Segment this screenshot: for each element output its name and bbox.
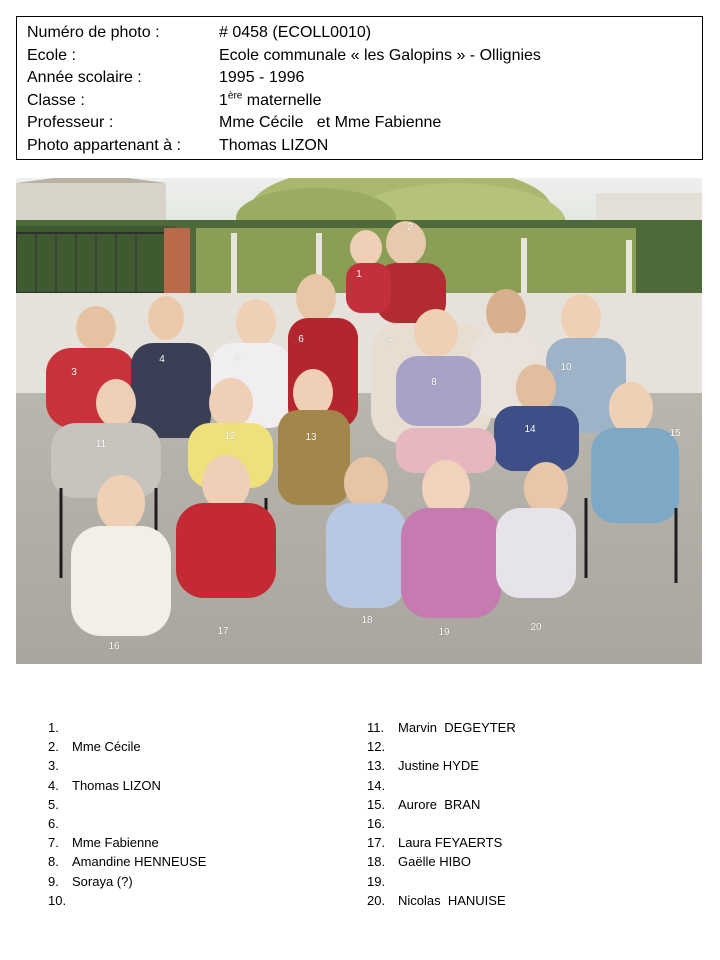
photo-marker-20: 20 — [530, 622, 542, 633]
list-item — [367, 872, 516, 891]
info-row-class — [27, 90, 702, 113]
photo-marker-16: 16 — [108, 641, 120, 652]
photo-marker-8: 8 — [431, 377, 437, 388]
list-item — [48, 814, 206, 833]
list-number: 1. — [48, 720, 59, 735]
info-label: Année scolaire : — [27, 69, 142, 87]
list-item — [48, 795, 206, 814]
list-number: 11. — [367, 720, 385, 735]
list-number: 5. — [48, 796, 59, 812]
list-name: Thomas LIZON — [72, 777, 161, 793]
list-name: Mme Cécile — [72, 739, 141, 755]
list-name: Aurore BRAN — [398, 796, 481, 812]
photo-marker-11: 11 — [95, 439, 107, 450]
list-item — [48, 872, 206, 891]
info-value: Mme Cécile et Mme Fabienne — [219, 114, 442, 132]
list-number: 18. — [367, 854, 386, 870]
info-value: 1995 - 1996 — [219, 69, 305, 87]
list-number: 2. — [48, 739, 59, 755]
info-row-teacher — [27, 112, 702, 135]
photo-marker-7: 7 — [387, 338, 393, 349]
photo-marker-10: 10 — [560, 362, 572, 373]
list-item — [48, 833, 206, 852]
list-number: 14. — [367, 777, 386, 793]
photo-marker-17: 17 — [217, 626, 229, 637]
list-number: 3. — [48, 758, 59, 774]
list-item — [48, 756, 206, 775]
photo-marker-1: 1 — [356, 269, 362, 280]
list-name: Mme Fabienne — [72, 835, 159, 851]
list-item — [367, 756, 516, 775]
list-item — [367, 776, 516, 795]
photo-marker-4: 4 — [159, 354, 165, 365]
list-item — [48, 852, 206, 871]
names-list-right — [367, 718, 516, 910]
list-item — [48, 891, 206, 910]
list-number: 9. — [48, 873, 59, 889]
class-number: 1 — [219, 91, 228, 109]
class-photo — [16, 178, 702, 664]
photo-marker-13: 13 — [305, 432, 317, 443]
photo-info-box — [16, 16, 703, 160]
list-item — [367, 852, 516, 871]
info-row-owner — [27, 135, 702, 158]
list-name: Gaëlle HIBO — [398, 854, 471, 870]
list-number: 10. — [48, 892, 67, 908]
list-number: 15. — [367, 796, 386, 812]
list-item — [367, 891, 516, 910]
info-value: Ecole communale « les Galopins » - Ollignies — [219, 46, 541, 64]
photo-marker-2: 2 — [407, 222, 413, 233]
info-row-school — [27, 45, 702, 68]
info-label: Professeur : — [27, 114, 114, 132]
photo-marker-18: 18 — [361, 615, 373, 626]
info-label: Numéro de photo : — [27, 24, 160, 41]
list-item — [48, 737, 206, 756]
photo-marker-19: 19 — [438, 627, 450, 638]
list-item — [367, 833, 516, 852]
list-number: 20. — [367, 892, 386, 908]
info-label: Photo appartenant à : — [27, 136, 181, 154]
list-number: 17. — [367, 835, 386, 851]
list-number: 7. — [48, 835, 59, 851]
photo-marker-6: 6 — [298, 334, 304, 345]
list-name: Soraya (?) — [72, 873, 133, 889]
list-name: Marvin DEGEYTER — [398, 720, 516, 735]
list-name: Justine HYDE — [398, 758, 479, 774]
list-number: 8. — [48, 854, 59, 870]
photo-marker-3: 3 — [71, 367, 77, 378]
list-number: 6. — [48, 815, 59, 831]
list-name: Laura FEYAERTS — [398, 835, 503, 851]
list-number: 12. — [367, 739, 386, 755]
list-item — [367, 737, 516, 756]
list-item — [48, 776, 206, 795]
list-item — [367, 718, 516, 737]
info-value: Thomas LIZON — [219, 136, 329, 154]
info-row-school-year — [27, 67, 702, 90]
list-item — [367, 795, 516, 814]
list-name: Nicolas HANUISE — [398, 892, 506, 908]
class-name: maternelle — [242, 91, 322, 109]
photo-marker-14: 14 — [524, 424, 536, 435]
list-number: 16. — [367, 815, 386, 831]
photo-marker-5: 5 — [234, 353, 240, 364]
info-label: Ecole : — [27, 46, 76, 64]
class-photo-illustration — [16, 178, 702, 664]
list-item — [367, 814, 516, 833]
photo-marker-15: 15 — [669, 428, 681, 439]
photo-marker-9: 9 — [504, 331, 510, 342]
info-label: Classe : — [27, 91, 85, 109]
list-number: 19. — [367, 873, 386, 889]
info-value: # 0458 (ECOLL0010) — [219, 24, 372, 41]
info-row-photo-number — [27, 22, 702, 45]
list-number: 13. — [367, 758, 386, 774]
list-name: Amandine HENNEUSE — [72, 854, 207, 870]
names-list-left — [48, 718, 206, 910]
photo-marker-12: 12 — [224, 431, 236, 442]
list-number: 4. — [48, 777, 59, 793]
class-ordinal-suffix: ère — [227, 90, 243, 102]
list-item — [48, 718, 206, 737]
info-value — [219, 90, 322, 113]
